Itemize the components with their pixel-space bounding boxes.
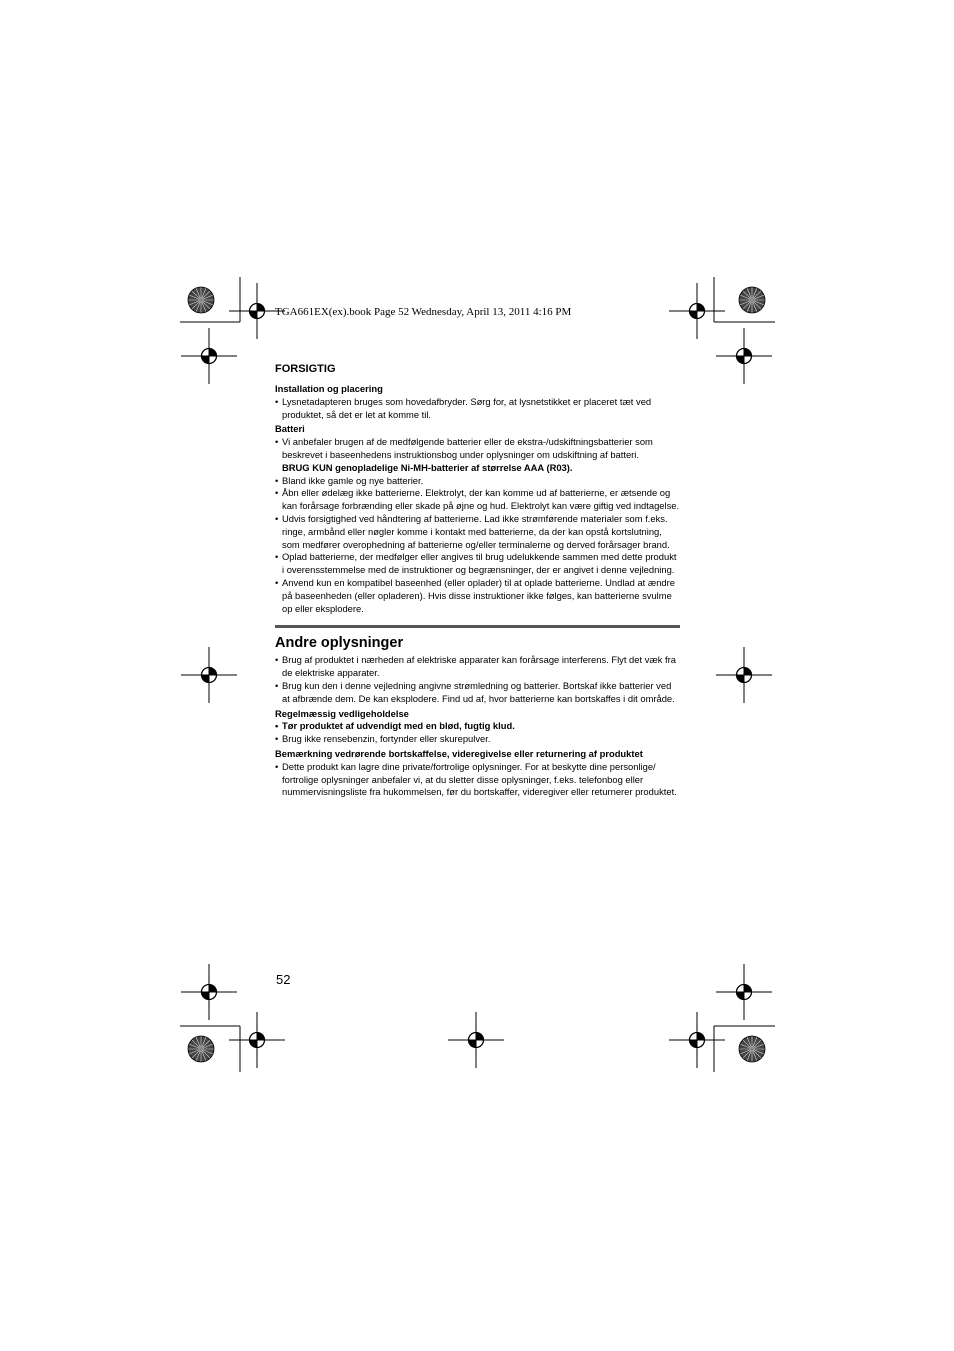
list-item: • Anvend kun en kompatibel baseenhed (eller oplader) til at oplade batterierne. Undlad at ændre på baseenheden (eller opladeren). Hvis disse instruktioner ikke følges, kan batterierne svulme op eller eksplodere. [275, 577, 680, 615]
list-item: • Bland ikke gamle og nye batterier. [275, 475, 680, 488]
section-title: Andre oplysninger [275, 635, 404, 652]
list-item: • Tør produktet af udvendigt med en blød, fugtig klud. [275, 720, 680, 733]
color-target-icon [739, 287, 765, 313]
list-item: • Brug ikke rensebenzin, fortynder eller skurepulver. [275, 733, 680, 746]
registration-cross-icon [448, 1012, 504, 1068]
list-item [275, 436, 680, 474]
maintenance-list [275, 720, 680, 746]
registration-cross-icon [669, 1012, 725, 1068]
list-item: • Dette produkt kan lagre dine private/fortrolige oplysninger. For at beskytte dine personlige/ fortrolige oplysninger anbefaler vi, at du sletter disse oplysninger, f.eks. telefonbog eller nummervisningsliste fra hukommelsen, før du bortskaffer, videregiver eller returnerer produktet. [275, 761, 680, 799]
registration-cross-icon [716, 964, 772, 1020]
disposal-list [275, 761, 680, 799]
registration-cross-icon [716, 328, 772, 384]
book-header-line: TGA661EX(ex).book Page 52 Wednesday, April 13, 2011 4:16 PM [275, 306, 572, 318]
registration-cross-icon [716, 647, 772, 703]
page-content [275, 362, 680, 799]
battery-list [275, 436, 680, 615]
color-target-icon [188, 287, 214, 313]
caution-title: FORSIGTIG [275, 363, 336, 375]
list-item: • Brug kun den i denne vejledning angivne strømledning og batterier. Bortskaf ikke batterier ved at afbrænde dem. De kan eksplodere. Find ud af, hvor batterierne kan bortskaffes i dit område. [275, 680, 680, 706]
list-item: • Oplad batterierne, der medfølger eller angives til brug udelukkende sammen med dette produkt i overensstemmelse med de instruktioner og begrænsninger, der er angivet i denne vejledning. [275, 551, 680, 577]
other-info-list [275, 654, 680, 705]
list-item: • Lysnetadapteren bruges som hovedafbryder. Sørg for, at lysnetstikket er placeret tæt ved produktet, så det er let at komme til. [275, 396, 680, 422]
page-number: 52 [276, 972, 291, 987]
section-divider [275, 625, 680, 628]
list-item: • Udvis forsigtighed ved håndtering af batterierne. Lad ikke strømførende materialer som f.eks. ringe, armbånd eller nøgler komme i kontakt med batterierne, da der kan opstå kortslutning, som medfører overophedning af batterierne og/eller terminalerne og derved forårsager brand. [275, 513, 680, 551]
registration-cross-icon [229, 1012, 285, 1068]
registration-cross-icon [181, 964, 237, 1020]
list-item: • Åbn eller ødelæg ikke batterierne. Elektrolyt, der kan komme ud af batterierne, er ætsende og kan forårsage forbrænding eller skade på øjne og hud. Elektrolyt kan være giftig ved indtagelse. [275, 487, 680, 513]
battery-heading: Batteri [275, 423, 305, 435]
installation-list [275, 396, 680, 422]
installation-heading: Installation og placering [275, 383, 383, 394]
disposal-heading: Bemærkning vedrørende bortskaffelse, videregivelse eller returnering af produktet [275, 747, 643, 759]
registration-cross-icon [669, 283, 725, 339]
registration-cross-icon [181, 328, 237, 384]
color-target-icon [739, 1036, 765, 1062]
color-target-icon [188, 1036, 214, 1062]
battery-warning-bold: BRUG KUN genopladelige Ni-MH-batterier af størrelse AAA (R03). [282, 461, 573, 473]
maintenance-heading: Regelmæssig vedligeholdelse [275, 707, 409, 719]
registration-cross-icon [181, 647, 237, 703]
battery-recommendation-text: Vi anbefaler brugen af de medfølgende batterier eller de ekstra-/udskiftningsbatterier som beskrevet i baseenhedens instruktionsbog under oplysninger om udskiftning af batteri. [282, 436, 653, 460]
list-item: • Brug af produktet i nærheden af elektriske apparater kan forårsage interferens. Flyt det væk fra de elektriske apparater. [275, 654, 680, 680]
